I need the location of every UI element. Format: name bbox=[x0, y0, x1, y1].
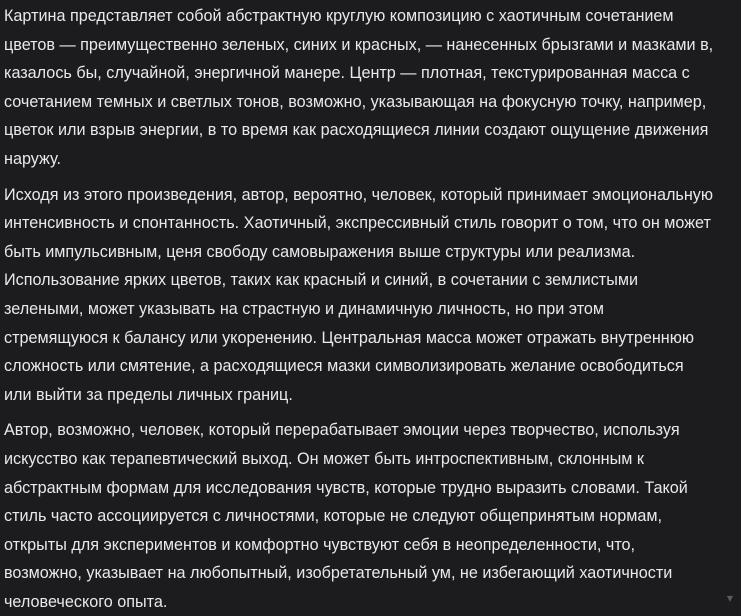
message-paragraph bbox=[4, 416, 741, 616]
chevron-down-icon[interactable]: ▼ bbox=[725, 596, 735, 602]
text-line: Автор, возможно, человек, который перерабатывает эмоции через творчество, используя bbox=[4, 416, 741, 445]
message-paragraph bbox=[4, 181, 741, 410]
text-line: цветов — преимущественно зеленых, синих и красных, — нанесенных брызгами и мазками в, bbox=[4, 31, 741, 60]
text-line: человеческого опыта. bbox=[4, 588, 741, 616]
text-line: цветок или взрыв энергии, в то время как расходящиеся линии создают ощущение движения bbox=[4, 116, 741, 145]
text-line: возможно, указывает на любопытный, изобретательный ум, не избегающий хаотичности bbox=[4, 559, 741, 588]
text-line: зелеными, может указывать на страстную и динамичную личность, но при этом bbox=[4, 295, 741, 324]
text-line: Использование ярких цветов, таких как красный и синий, в сочетании с землистыми bbox=[4, 266, 741, 295]
text-line: стремящуюся к балансу или укоренению. Центральная масса может отражать внутреннюю bbox=[4, 324, 741, 353]
text-line: искусство как терапевтический выход. Он может быть интроспективным, склонным к bbox=[4, 445, 741, 474]
text-line: наружу. bbox=[4, 145, 741, 174]
text-line: быть импульсивным, ценя свободу самовыражения выше структуры или реализма. bbox=[4, 238, 741, 267]
text-line: интенсивность и спонтанность. Хаотичный, экспрессивный стиль говорит о том, что он может bbox=[4, 209, 741, 238]
text-line: или выйти за пределы личных границ. bbox=[4, 381, 741, 410]
text-line: Картина представляет собой абстрактную круглую композицию с хаотичным сочетанием bbox=[4, 2, 741, 31]
text-line: Исходя из этого произведения, автор, вероятно, человек, который принимает эмоциональную bbox=[4, 181, 741, 210]
text-line: сложность или смятение, а расходящиеся мазки символизировать желание освободиться bbox=[4, 352, 741, 381]
text-line: сочетанием темных и светлых тонов, возможно, указывающая на фокусную точку, например, bbox=[4, 88, 741, 117]
text-line: стиль часто ассоциируется с личностями, которые не следуют общепринятым нормам, bbox=[4, 502, 741, 531]
message-paragraph bbox=[4, 2, 741, 174]
text-line: казалось бы, случайной, энергичной манере. Центр — плотная, текстурированная масса с bbox=[4, 59, 741, 88]
text-line: абстрактным формам для исследования чувств, которые трудно выразить словами. Такой bbox=[4, 474, 741, 503]
text-line: открыты для экспериментов и комфортно чувствуют себя в неопределенности, что, bbox=[4, 531, 741, 560]
